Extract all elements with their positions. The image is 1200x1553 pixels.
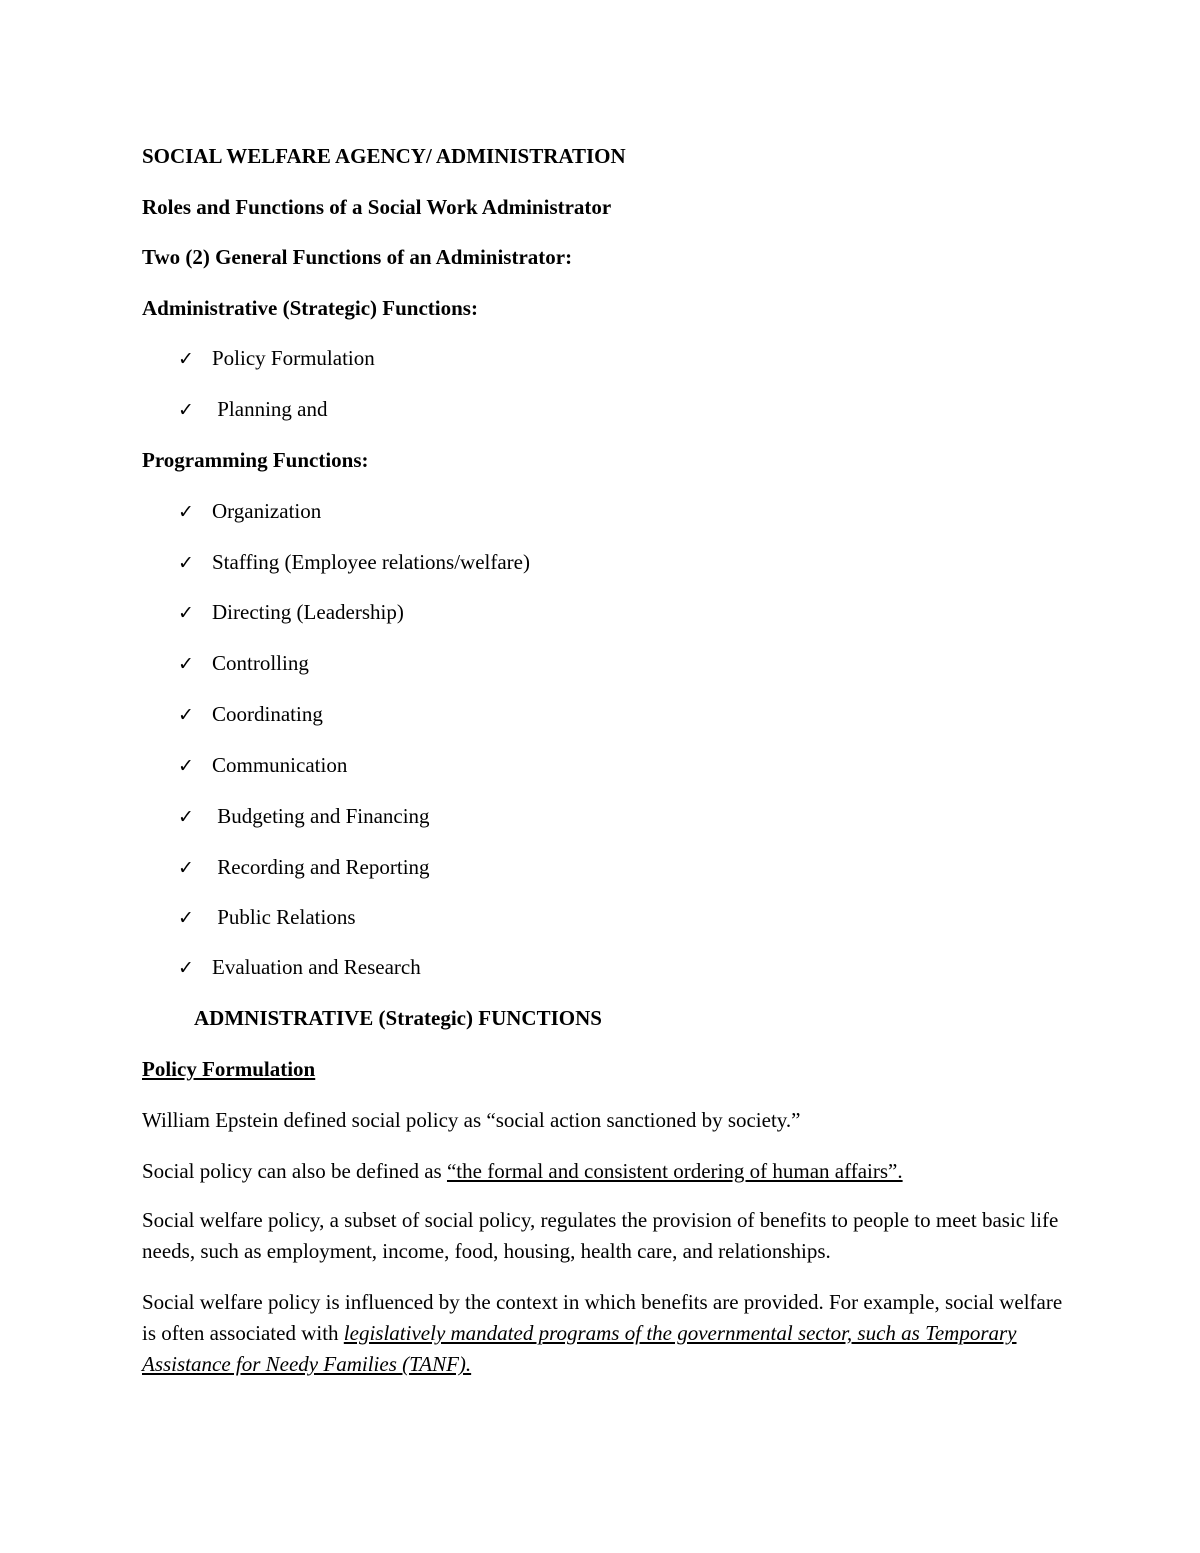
- list-item-label: Organization: [212, 499, 322, 523]
- checkmark-icon: ✓: [178, 857, 194, 879]
- section-heading: ADMNISTRATIVE (Strategic) FUNCTIONS: [194, 1006, 602, 1030]
- list-item: [178, 954, 421, 981]
- list-item-label: Directing (Leadership): [212, 600, 404, 624]
- list-item-label: Communication: [212, 753, 348, 777]
- checkmark-icon: ✓: [178, 755, 194, 777]
- list-item-label: Coordinating: [212, 702, 323, 726]
- paragraph-epstein: William Epstein defined social policy as “social action sanctioned by society.”: [142, 1108, 801, 1132]
- list-item: [178, 498, 321, 525]
- checkmark-icon: ✓: [178, 399, 194, 421]
- programming-functions-heading: Programming Functions:: [142, 448, 369, 472]
- paragraph-welfare-policy: Social welfare policy, a subset of social policy, regulates the provision of benefits to people to meet basic life needs, such as employment, income, food, housing, health care, and relationships.: [142, 1208, 1059, 1263]
- list-item-label: Evaluation and Research: [212, 955, 421, 979]
- checkmark-icon: ✓: [178, 907, 194, 929]
- list-item: [178, 650, 309, 677]
- list-item: [178, 396, 328, 423]
- checkmark-icon: ✓: [178, 704, 194, 726]
- list-item: [178, 701, 323, 728]
- tanf-emphasis: legislatively mandated programs of the governmental sector, such as Temporary Assistance for Needy Families (TANF).: [142, 1321, 1017, 1376]
- list-item-label: Budgeting and Financing: [212, 804, 430, 828]
- checkmark-icon: ✓: [178, 501, 194, 523]
- list-item-label: Recording and Reporting: [212, 855, 430, 879]
- list-item-label: Policy Formulation: [212, 346, 375, 370]
- list-item-label: Planning and: [212, 397, 328, 421]
- paragraph-context-text: Social welfare policy is influenced by the context in which benefits are provided. For example, social welfare is often associated with: [142, 1290, 1063, 1345]
- paragraph-definition-text: Social policy can also be defined as: [142, 1159, 447, 1183]
- list-item: [178, 803, 430, 830]
- paragraph-context: [142, 1287, 1072, 1380]
- checkmark-icon: ✓: [178, 957, 194, 979]
- checkmark-icon: ✓: [178, 602, 194, 624]
- list-item: [178, 752, 347, 779]
- general-functions-heading: Two (2) General Functions of an Administrator:: [142, 245, 573, 269]
- document-title: SOCIAL WELFARE AGENCY/ ADMINISTRATION: [142, 144, 626, 168]
- paragraph-definition: [142, 1158, 903, 1184]
- checkmark-icon: ✓: [178, 806, 194, 828]
- list-item-label: Staffing (Employee relations/welfare): [212, 550, 530, 574]
- checkmark-icon: ✓: [178, 348, 194, 370]
- list-item: [178, 549, 530, 576]
- admin-functions-heading: Administrative (Strategic) Functions:: [142, 296, 478, 320]
- definition-quote: “the formal and consistent ordering of human affairs”.: [446, 1159, 903, 1183]
- list-item: [178, 599, 404, 626]
- policy-formulation-heading: Policy Formulation: [142, 1057, 316, 1081]
- list-item: [178, 854, 430, 881]
- list-item: [178, 345, 375, 372]
- list-item-label: Controlling: [212, 651, 309, 675]
- checkmark-icon: ✓: [178, 552, 194, 574]
- document-subtitle: Roles and Functions of a Social Work Administrator: [142, 195, 612, 219]
- checkmark-icon: ✓: [178, 653, 194, 675]
- list-item-label: Public Relations: [212, 905, 356, 929]
- list-item: [178, 904, 356, 931]
